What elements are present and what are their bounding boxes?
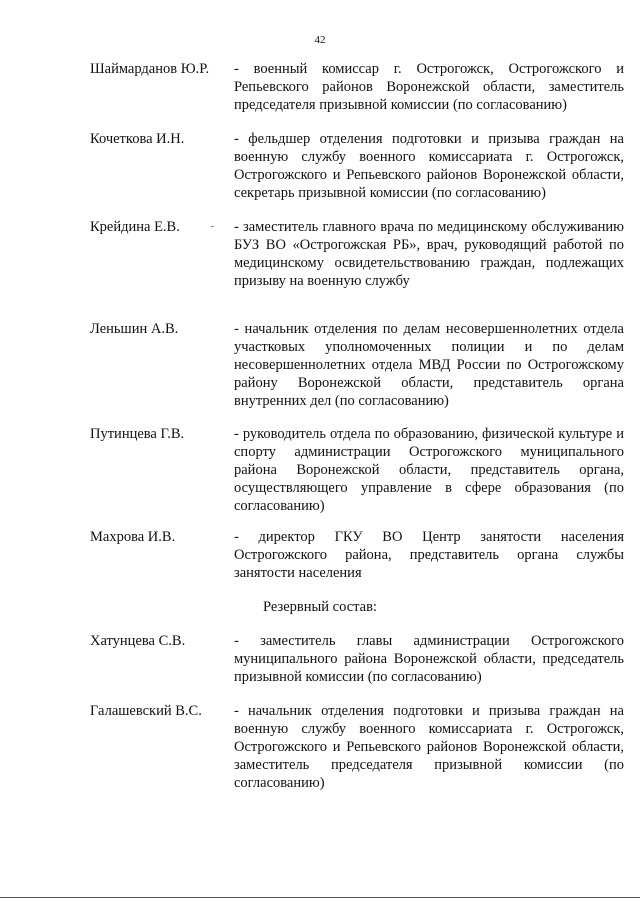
member-name: Хатунцева С.В.	[90, 633, 186, 649]
page-bottom-edge	[0, 897, 640, 898]
member-description: - руководитель отдела по образованию, физической культуре и спорту администрации Острогожского муниципального района Воронежской области, представитель органа, осуществляющего управление в сфере образования (по согласованию)	[234, 426, 624, 514]
member-description: - заместитель главы администрации Острогожского муниципального района Воронежской области, председатель призывной комиссии (по согласованию)	[234, 633, 624, 685]
scan-artifact	[211, 226, 214, 227]
member-description: - начальник отделения подготовки и призыва граждан на военную службу военного комиссариата г. Острогожск, Острогожского и Репьевского районов Воронежской области, заместитель председателя призывной комиссии (по согласованию)	[234, 703, 624, 791]
member-name: Кочеткова И.Н.	[90, 131, 185, 147]
member-description: - директор ГКУ ВО Центр занятости населения Острогожского района, представитель органа службы занятости населения	[234, 529, 624, 581]
member-description: - военный комиссар г. Острогожск, Острогожского и Репьевского районов Воронежской области, заместитель председателя призывной комиссии (по согласованию)	[234, 61, 624, 113]
member-description: - начальник отделения по делам несовершеннолетних отдела участковых уполномоченных полиции и по делам несовершеннолетних отдела МВД России по Острогожскому району Воронежской области, представитель органа внутренних дел (по согласованию)	[234, 321, 624, 409]
member-name: Крейдина Е.В.	[90, 219, 180, 235]
member-description: - заместитель главного врача по медицинскому обслуживанию БУЗ ВО «Острогожская РБ», врач, руководящий работой по медицинскому освидетельствованию граждан, подлежащих призыву на военную службу	[234, 219, 624, 289]
reserve-section-title: Резервный состав:	[263, 599, 377, 615]
member-name: Махрова И.В.	[90, 529, 176, 545]
member-description: - фельдшер отделения подготовки и призыва граждан на военную службу военного комиссариата г. Острогожск, Острогожского и Репьевского районов Воронежской области, секретарь призывной комиссии (по согласованию)	[234, 131, 624, 201]
member-name: Шаймарданов Ю.Р.	[90, 61, 210, 77]
page-number: 42	[314, 34, 326, 46]
member-name: Леньшин А.В.	[90, 321, 179, 337]
member-name: Путинцева Г.В.	[90, 426, 185, 442]
member-name: Галашевский В.С.	[90, 703, 202, 719]
